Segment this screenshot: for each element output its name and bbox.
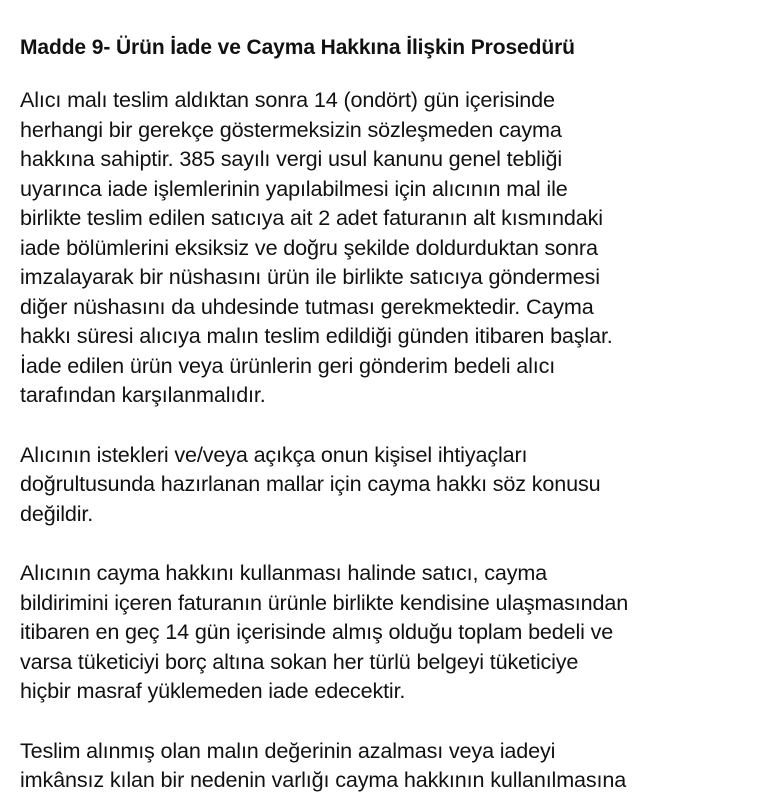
text-line: tarafından karşılanmalıdır.	[20, 382, 266, 407]
paragraph-custom-goods	[20, 440, 748, 529]
text-line: hakkına sahiptir. 385 sayılı vergi usul kanunu genel tebliği	[20, 146, 562, 171]
text-line: doğrultusunda hazırlanan mallar için cayma hakkı söz konusu	[20, 471, 601, 496]
text-line: hakkı süresi alıcıya malın teslim edildiği günden itibaren başlar.	[20, 323, 613, 348]
text-line: imkânsız kılan bir nedenin varlığı cayma hakkının kullanılmasına	[20, 767, 627, 792]
text-line: imzalayarak bir nüshasını ürün ile birlikte satıcıya göndermesi	[20, 264, 600, 289]
text-line: Alıcının cayma hakkını kullanması halinde satıcı, cayma	[20, 560, 548, 585]
text-line: bildirimini içeren faturanın ürünle birlikte kendisine ulaşmasından	[20, 589, 629, 615]
text-line: İade edilen ürün veya ürünlerin geri gönderim bedeli alıcı	[20, 352, 556, 378]
text-line: diğer nüshasını da uhdesinde tutması gerekmektedir. Cayma	[20, 293, 594, 319]
text-line: değildir.	[20, 500, 94, 526]
paragraph-return-period	[20, 85, 748, 410]
text-line: itibaren en geç 14 gün içerisinde almış olduğu toplam bedeli ve	[20, 619, 614, 644]
text-line: Teslim alınmış olan malın değerinin azalması veya iadeyi	[20, 737, 556, 763]
text-line: iade bölümlerini eksiksiz ve doğru şekilde doldurduktan sonra	[20, 234, 598, 260]
text-line: uyarınca iade işlemlerinin yapılabilmesi için alıcının mal ile	[20, 175, 568, 201]
text-line: hiçbir masraf yüklemeden iade edecektir.	[20, 678, 406, 703]
paragraph-value-decrease	[20, 736, 748, 795]
text-line: Alıcının istekleri ve/veya açıkça onun kişisel ihtiyaçları	[20, 441, 528, 467]
text-line: varsa tüketiciyi borç altına sokan her türlü belgeyi tüketiciye	[20, 648, 579, 674]
paragraph-refund	[20, 558, 748, 706]
text-line: birlikte teslim edilen satıcıya ait 2 adet faturanın alt kısmındaki	[20, 205, 603, 230]
article-title: Madde 9- Ürün İade ve Cayma Hakkına İlişkin Prosedürü	[20, 36, 575, 59]
text-line: Alıcı malı teslim aldıktan sonra 14 (ondört) gün içerisinde	[20, 87, 555, 112]
text-line: herhangi bir gerekçe göstermeksizin sözleşmeden cayma	[20, 116, 562, 142]
